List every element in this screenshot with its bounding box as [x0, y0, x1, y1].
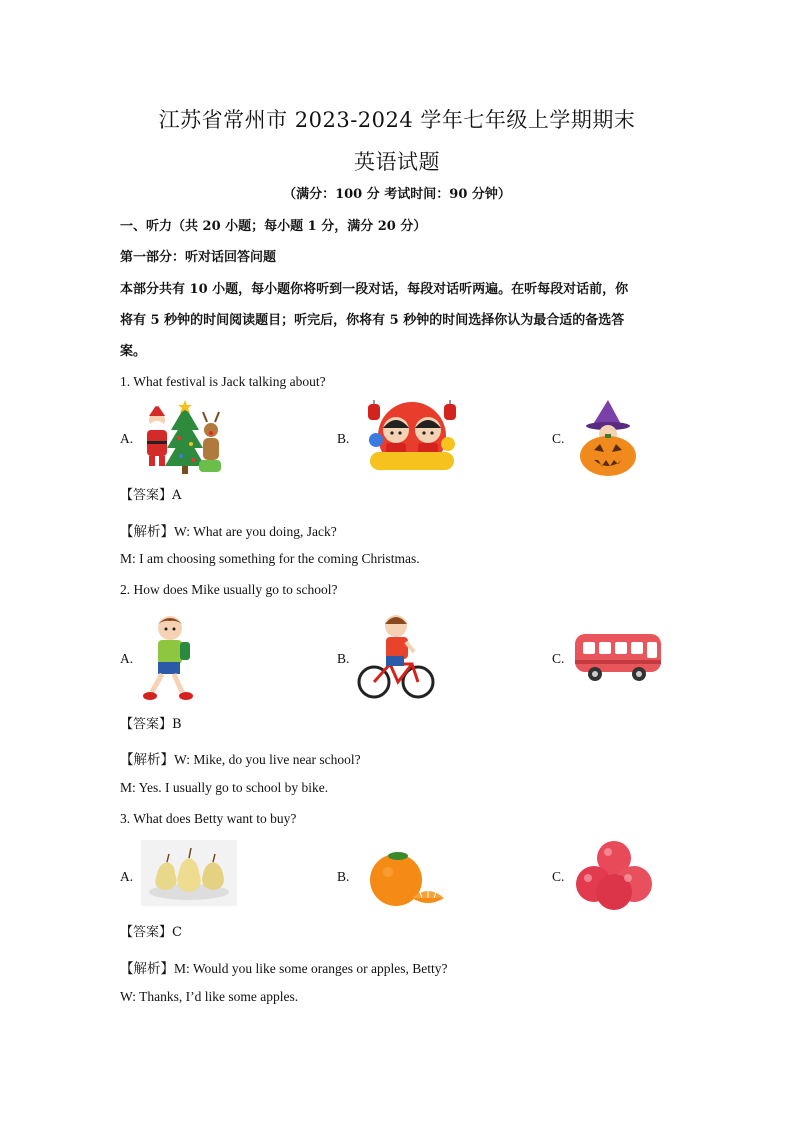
christmas-icon	[137, 400, 229, 476]
orange-icon	[366, 848, 446, 910]
q1-option-b-label: B.	[337, 431, 350, 446]
bike-icon	[356, 612, 436, 702]
q3-option-a-label: A.	[120, 869, 134, 884]
q2-answer: 【答案】B	[120, 717, 182, 732]
section-heading: 一、听力（共 20 小题；每小题 1 分，满分 20 分）	[120, 219, 427, 234]
q3-option-b-label: B.	[337, 869, 350, 884]
apples-icon	[574, 838, 654, 912]
q2-option-c-label: C.	[552, 651, 565, 666]
part-title: 第一部分：听对话回答问题	[120, 250, 277, 265]
page-subtitle: 英语试题	[354, 150, 440, 174]
q3-analysis-line-1: 【解析】M: Would you like some oranges or apples, Betty?	[120, 961, 448, 976]
q1-analysis-line-2: M: I am choosing something for the coming Christmas.	[120, 551, 420, 566]
walking-boy-icon	[140, 612, 196, 704]
q3-answer: 【答案】C	[120, 925, 182, 940]
q2-analysis-line-2: M: Yes. I usually go to school by bike.	[120, 780, 329, 795]
q1-option-a-label: A.	[120, 431, 134, 446]
q3-analysis-line-2: W: Thanks, I’d like some apples.	[120, 989, 299, 1004]
score-time-note: （满分：100 分 考试时间：90 分钟）	[283, 187, 511, 202]
q1-option-c-label: C.	[552, 431, 565, 446]
question-3-stem: 3. What does Betty want to buy?	[120, 811, 297, 826]
instruction-line-1: 本部分共有 10 小题，每小题你将听到一段对话，每段对话听两遍。在听每段对话前，你	[120, 282, 629, 297]
instruction-line-3: 案。	[120, 344, 147, 359]
q2-analysis-line-1: 【解析】W: Mike, do you live near school?	[120, 752, 361, 767]
question-2-stem: 2. How does Mike usually go to school?	[120, 582, 338, 597]
pears-icon	[141, 840, 237, 906]
q2-option-a-label: A.	[120, 651, 134, 666]
bus-icon	[573, 630, 663, 684]
q1-analysis-line-1: 【解析】W: What are you doing, Jack?	[120, 524, 337, 539]
instruction-line-2: 将有 5 秒钟的时间阅读题目；听完后，你将有 5 秒钟的时间选择你认为最合适的备选答	[120, 313, 625, 328]
halloween-icon	[572, 400, 644, 478]
q1-answer: 【答案】A	[120, 488, 182, 503]
page-title: 江苏省常州市 2023-2024 学年七年级上学期期末	[158, 108, 636, 132]
q2-option-b-label: B.	[337, 651, 350, 666]
question-1-stem: 1. What festival is Jack talking about?	[120, 374, 326, 389]
new-year-icon	[356, 400, 468, 476]
q3-option-c-label: C.	[552, 869, 565, 884]
